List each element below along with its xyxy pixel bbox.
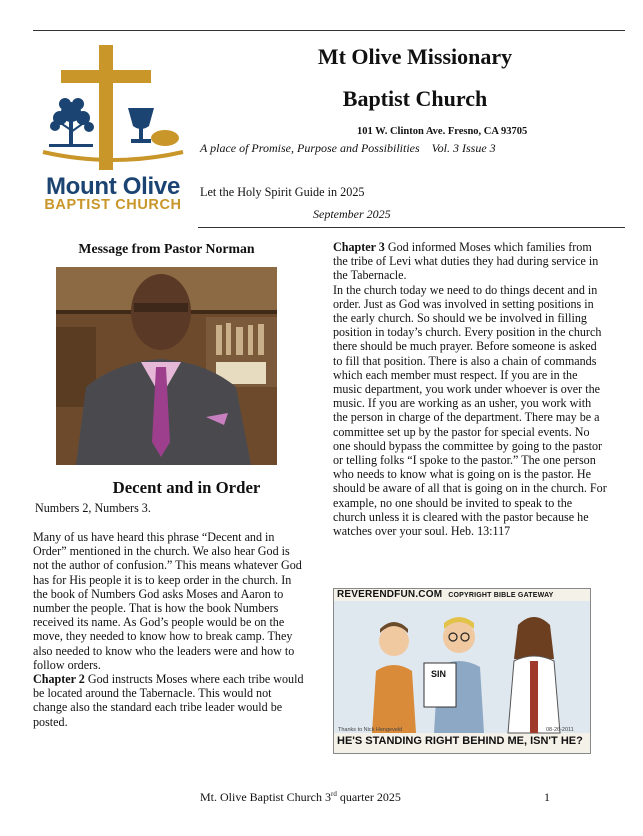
top-rule (33, 30, 625, 31)
article-title: Decent and in Order (112, 478, 261, 497)
paragraph-1: Many of us have heard this phrase “Decent and in Order” mentioned in the church. We also hear God is not the author of confusion.” This means whatever God has for His people it is to keep order in the church. In the book of Numbers God asks Moses and Aaron to number the people. That is how the book Numbers received its name. As God’s people would be on the move, they needed to know how to break camp. They also needed to know who the leaders were and how to follow orders. (33, 530, 302, 672)
right-column-body (333, 240, 608, 538)
bread-icon (151, 130, 179, 146)
chalice-icon (128, 108, 154, 143)
church-name-line1: Mt Olive Missionary (317, 44, 513, 69)
masthead-rule (198, 227, 625, 228)
page-number: 1 (544, 790, 550, 804)
church-logo (33, 40, 193, 215)
left-column-body (33, 530, 304, 729)
church-address: 101 W. Clinton Ave. Fresno, CA 93705 (357, 126, 528, 137)
footer-text-end: quarter 2025 (336, 790, 401, 804)
cartoon-image (333, 588, 591, 754)
footer-superscript: rd (331, 790, 337, 798)
theme: Let the Holy Spirit Guide in 2025 (200, 185, 365, 199)
pastor-photo (56, 267, 277, 465)
cartoon-newspaper-text: SIN (431, 669, 447, 679)
logo-text-baptist-church: BAPTIST CHURCH (44, 197, 182, 213)
chapter-2-text: God instructs Moses where each tribe would be located around the Tabernacle. This would not change also the standard each tribe leader would be posted. (33, 672, 304, 729)
footer (200, 790, 401, 805)
cartoon-date: 08-26-2011 (546, 727, 574, 733)
footer-text: Mt. Olive Baptist Church 3 (200, 790, 331, 804)
logo-text-mount-olive: Mount Olive (45, 173, 181, 200)
cartoon-source (337, 589, 554, 600)
logo-graphic (33, 40, 193, 180)
volume-issue: Vol. 3 Issue 3 (431, 141, 496, 155)
scripture-reference: Numbers 2, Numbers 3. (35, 501, 151, 515)
chapter-2-label: Chapter 2 (33, 672, 85, 687)
chapter-3-paragraph (333, 240, 608, 283)
cross-icon (99, 45, 113, 170)
tree-icon (49, 98, 94, 147)
chapter-3-label: Chapter 3 (333, 240, 385, 254)
cartoon-caption: HE'S STANDING RIGHT BEHIND ME, ISN'T HE? (337, 735, 583, 747)
cartoon-header-left: REVERENDFUN.COM (337, 589, 443, 600)
tagline (200, 141, 496, 156)
cartoon-drawing (334, 589, 590, 753)
paragraph-2: In the church today we need to do things decent and in order. Just as God was involved in setting positions in the early church. So should we be involved in filling position in today’s church. Every position in the church there should be much prayer. Before someone is asked to fill that position. There is also a chain of commands which each member must respect. If you are in the music department, you work under whoever is over the music. If you are working as an usher, you work with the person in charge of the department. There may be a committee set up by the pastor for special events. No one should bypass the committee by going to the pastor or telling folks “I spoke to the pastor.” The one person who needs to know what is going on is the pastor. He should be aware of all that is going on in the church. For example, no one should be invited to speak to the church unless it is cleared with the pastor because he watches over your soul. Heb. 13:117 (333, 282, 607, 539)
issue-date: September 2025 (313, 207, 391, 221)
cartoon-header-right: COPYRIGHT BIBLE GATEWAY (448, 592, 554, 599)
tagline-text: A place of Promise, Purpose and Possibilities (200, 141, 420, 155)
cartoon-credit: Thanks to Nick Hengeveld (338, 727, 403, 733)
chapter-2-paragraph (33, 672, 304, 729)
pastor-heading: Message from Pastor Norman (78, 241, 255, 256)
church-name-line2: Baptist Church (342, 86, 488, 111)
chapter-3-text: God informed Moses which families from the tribe of Levi what duties they had during service in the Tabernacle. (333, 240, 599, 283)
